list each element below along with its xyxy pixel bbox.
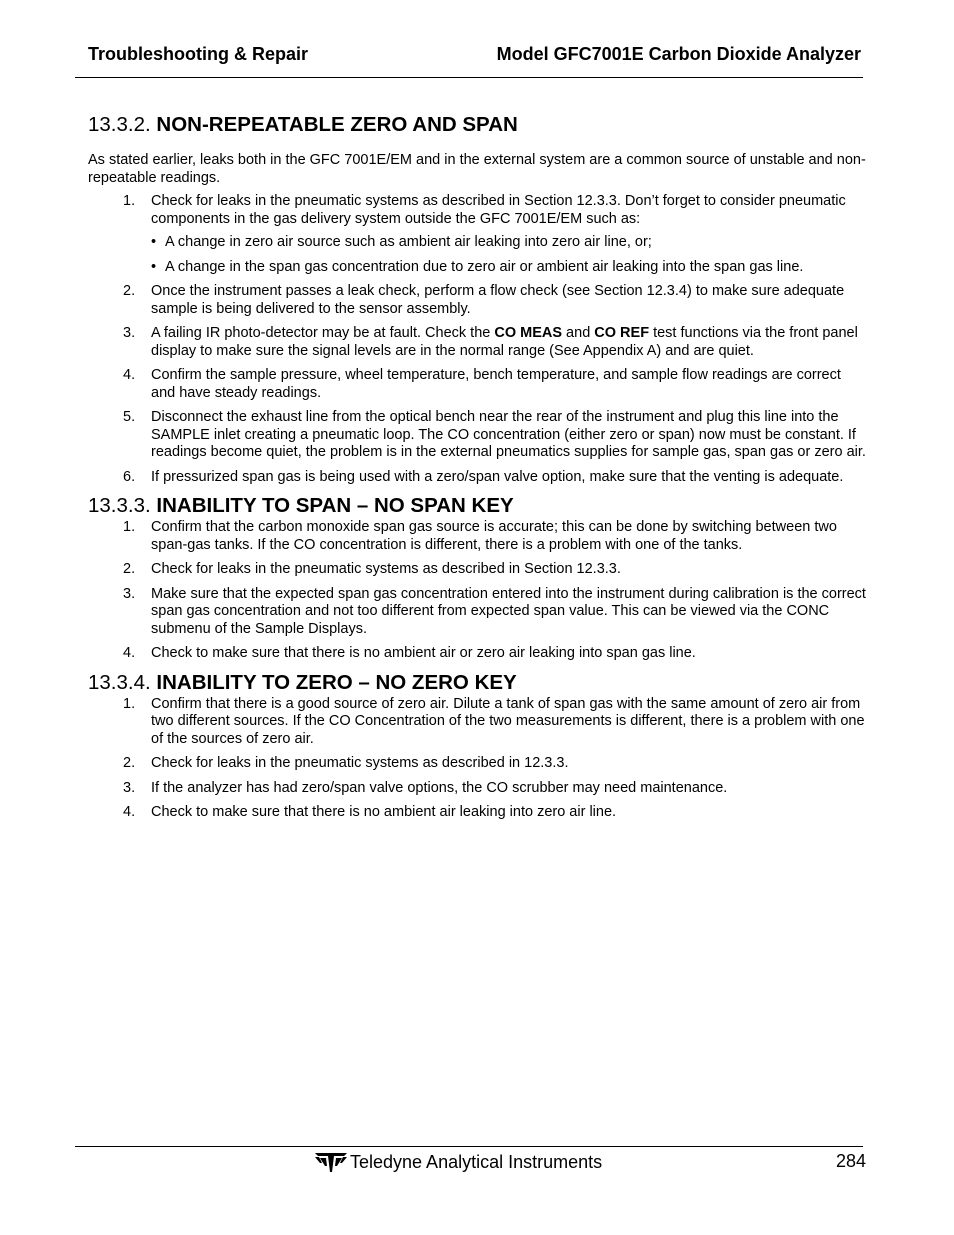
list-item [88, 645, 868, 663]
numbered-list [88, 193, 868, 486]
list-item [88, 696, 868, 749]
section-number: 13.3.3. [88, 494, 151, 517]
item-number: 2. [123, 755, 136, 771]
bullet-list [151, 234, 868, 276]
section-number: 13.3.4. [88, 670, 151, 694]
section-heading-non-repeatable [88, 112, 868, 138]
section-title: INABILITY TO SPAN – NO SPAN KEY [156, 494, 514, 517]
numbered-list [88, 696, 868, 822]
item-number: 5. [123, 409, 136, 425]
section-intro: As stated earlier, leaks both in the GFC 7001E/EM and in the external system are a common source of unstable and non-repeatable readings. [88, 152, 866, 186]
item-text-mid: and [562, 325, 595, 341]
item-number: 4. [123, 645, 136, 661]
section-number: 13.3.2. [88, 113, 151, 136]
co-ref-term: CO REF [594, 325, 650, 341]
item-text: Check for leaks in the pneumatic systems as described in 12.3.3. [151, 755, 569, 771]
item-number: 6. [123, 468, 136, 485]
item-text: Check for leaks in the pneumatic systems as described in Section 12.3.3. Don’t forget to consider pneumatic components in the gas delivery system outside the GFC 7001E/EM such as: [151, 193, 846, 227]
item-text: Confirm that there is a good source of zero air. Dilute a tank of span gas with the same amount of zero air from two different sources. If the CO Concentration of the two measurements is different, there is a problem with one of the sources of zero air. [151, 695, 865, 747]
list-item [88, 755, 868, 773]
page-footer [88, 1151, 866, 1175]
item-text: If pressurized span gas is being used with a zero/span valve option, make sure that the venting is adequate. [151, 468, 844, 485]
item-number: 3. [123, 585, 136, 602]
item-text-post: test functions via the front panel display to make sure the signal levels are in the normal range (See Appendix A) and are quiet. [151, 325, 858, 359]
item-number: 1. [123, 193, 136, 209]
teledyne-logo-icon [314, 1151, 348, 1173]
bullet-marker: • [151, 234, 157, 250]
item-text: Check for leaks in the pneumatic systems as described in Section 12.3.3. [151, 561, 621, 577]
item-text: Disconnect the exhaust line from the optical bench near the rear of the instrument and plug this line into the SAMPLE inlet creating a pneumatic loop. The CO concentration (either zero or span) now must be constant. If readings become quiet, the problem is in the external pneumatics supplies for sample gas, span gas or zero air. [151, 409, 866, 460]
section-title: NON-REPEATABLE ZERO AND SPAN [156, 113, 518, 136]
list-item [88, 409, 868, 462]
list-item [88, 283, 868, 318]
item-text: Check to make sure that there is no ambient air or zero air leaking into span gas line. [151, 645, 696, 661]
header-model-title: Model GFC7001E Carbon Dioxide Analyzer [496, 44, 861, 64]
header-section-title: Troubleshooting & Repair [88, 44, 309, 64]
item-number: 3. [123, 325, 136, 341]
item-text-pre: A failing IR photo-detector may be at fault. Check the [151, 325, 495, 341]
bullet-marker: • [151, 258, 157, 275]
item-text: Confirm that the carbon monoxide span gas source is accurate; this can be done by switching between two span-gas tanks. If the CO concentration is different, there is a problem with one of the tanks. [151, 519, 837, 553]
item-number: 2. [123, 561, 136, 577]
header-divider [75, 77, 863, 78]
item-text: Confirm the sample pressure, wheel temperature, bench temperature, and sample flow readings are correct and have steady readings. [151, 367, 841, 401]
bullet-item [151, 259, 868, 277]
list-item [88, 367, 868, 402]
item-text: If the analyzer has had zero/span valve options, the CO scrubber may need maintenance. [151, 779, 728, 796]
list-item [88, 561, 868, 579]
footer-brand-text: Teledyne Analytical Instruments [350, 1151, 603, 1172]
bullet-text: A change in zero air source such as ambient air leaking into zero air line, or; [165, 234, 652, 250]
item-number: 4. [123, 804, 136, 820]
list-item [88, 325, 868, 360]
section-heading-inability-to-span [88, 493, 868, 519]
list-item [88, 780, 868, 798]
list-item [88, 193, 868, 276]
bullet-text: A change in the span gas concentration due to zero air or ambient air leaking into the span gas line. [165, 258, 804, 275]
bullet-item [151, 234, 868, 252]
item-number: 1. [123, 519, 136, 535]
item-number: 2. [123, 283, 136, 299]
page-number: 284 [835, 1151, 866, 1171]
item-text: Once the instrument passes a leak check, perform a flow check (see Section 12.3.4) to make sure adequate sample is being delivered to the sensor assembly. [151, 283, 845, 317]
co-meas-term: CO MEAS [494, 325, 563, 341]
footer-divider [75, 1146, 863, 1147]
list-item [88, 519, 868, 554]
item-text: Check to make sure that there is no ambient air leaking into zero air line. [151, 804, 617, 820]
page-content [88, 112, 868, 829]
section-heading-inability-to-zero [88, 670, 868, 696]
footer-brand [314, 1151, 602, 1173]
page-header [88, 44, 861, 68]
numbered-list [88, 519, 868, 663]
list-item [88, 469, 868, 487]
item-number: 4. [123, 367, 136, 383]
list-item [88, 804, 868, 822]
item-text: Make sure that the expected span gas concentration entered into the instrument during calibration is the correct span gas concentration and not too different from expected span value. This can be viewed via the CONC submenu of the Sample Displays. [151, 585, 866, 637]
item-number: 1. [123, 695, 136, 712]
list-item [88, 586, 868, 639]
section-title: INABILITY TO ZERO – NO ZERO KEY [156, 670, 517, 694]
item-number: 3. [123, 779, 136, 796]
